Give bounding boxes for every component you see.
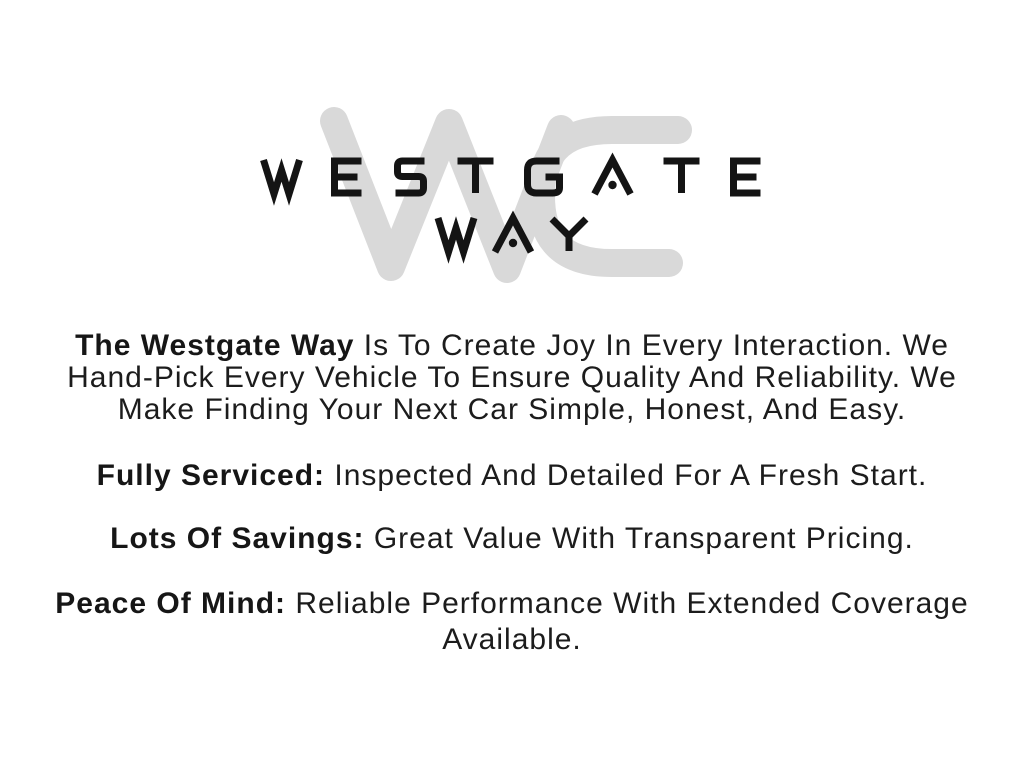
bullet-lots-of-savings-label: Lots Of Savings: xyxy=(110,522,365,555)
bullet-fully-serviced: Fully Serviced: Inspected And Detailed For A Fresh Start. xyxy=(96,459,928,492)
intro-bold-lead: The Westgate Way xyxy=(75,329,355,362)
monogram-c-glyph xyxy=(541,130,678,263)
wc-monogram-watermark xyxy=(334,121,678,269)
intro-paragraph xyxy=(0,330,1024,426)
bullet-peace-of-mind-label: Peace Of Mind: xyxy=(55,587,287,620)
bullet-fully-serviced-label: Fully Serviced: xyxy=(96,459,326,492)
bullet-lots-of-savings: Lots Of Savings: Great Value With Transparent Pricing. xyxy=(110,522,914,555)
intro-line-1: The Westgate Way Is To Create Joy In Every Interaction. We xyxy=(75,329,949,362)
intro-line-3: Make Finding Your Next Car Simple, Honest, And Easy. xyxy=(117,393,907,426)
westgate-way-logo xyxy=(0,0,1024,300)
intro-line-2: Hand-Pick Every Vehicle To Ensure Quality And Reliability. We xyxy=(67,361,957,394)
bullet-peace-of-mind: Peace Of Mind: Reliable Performance With Extended Coverage Available. xyxy=(55,587,969,656)
